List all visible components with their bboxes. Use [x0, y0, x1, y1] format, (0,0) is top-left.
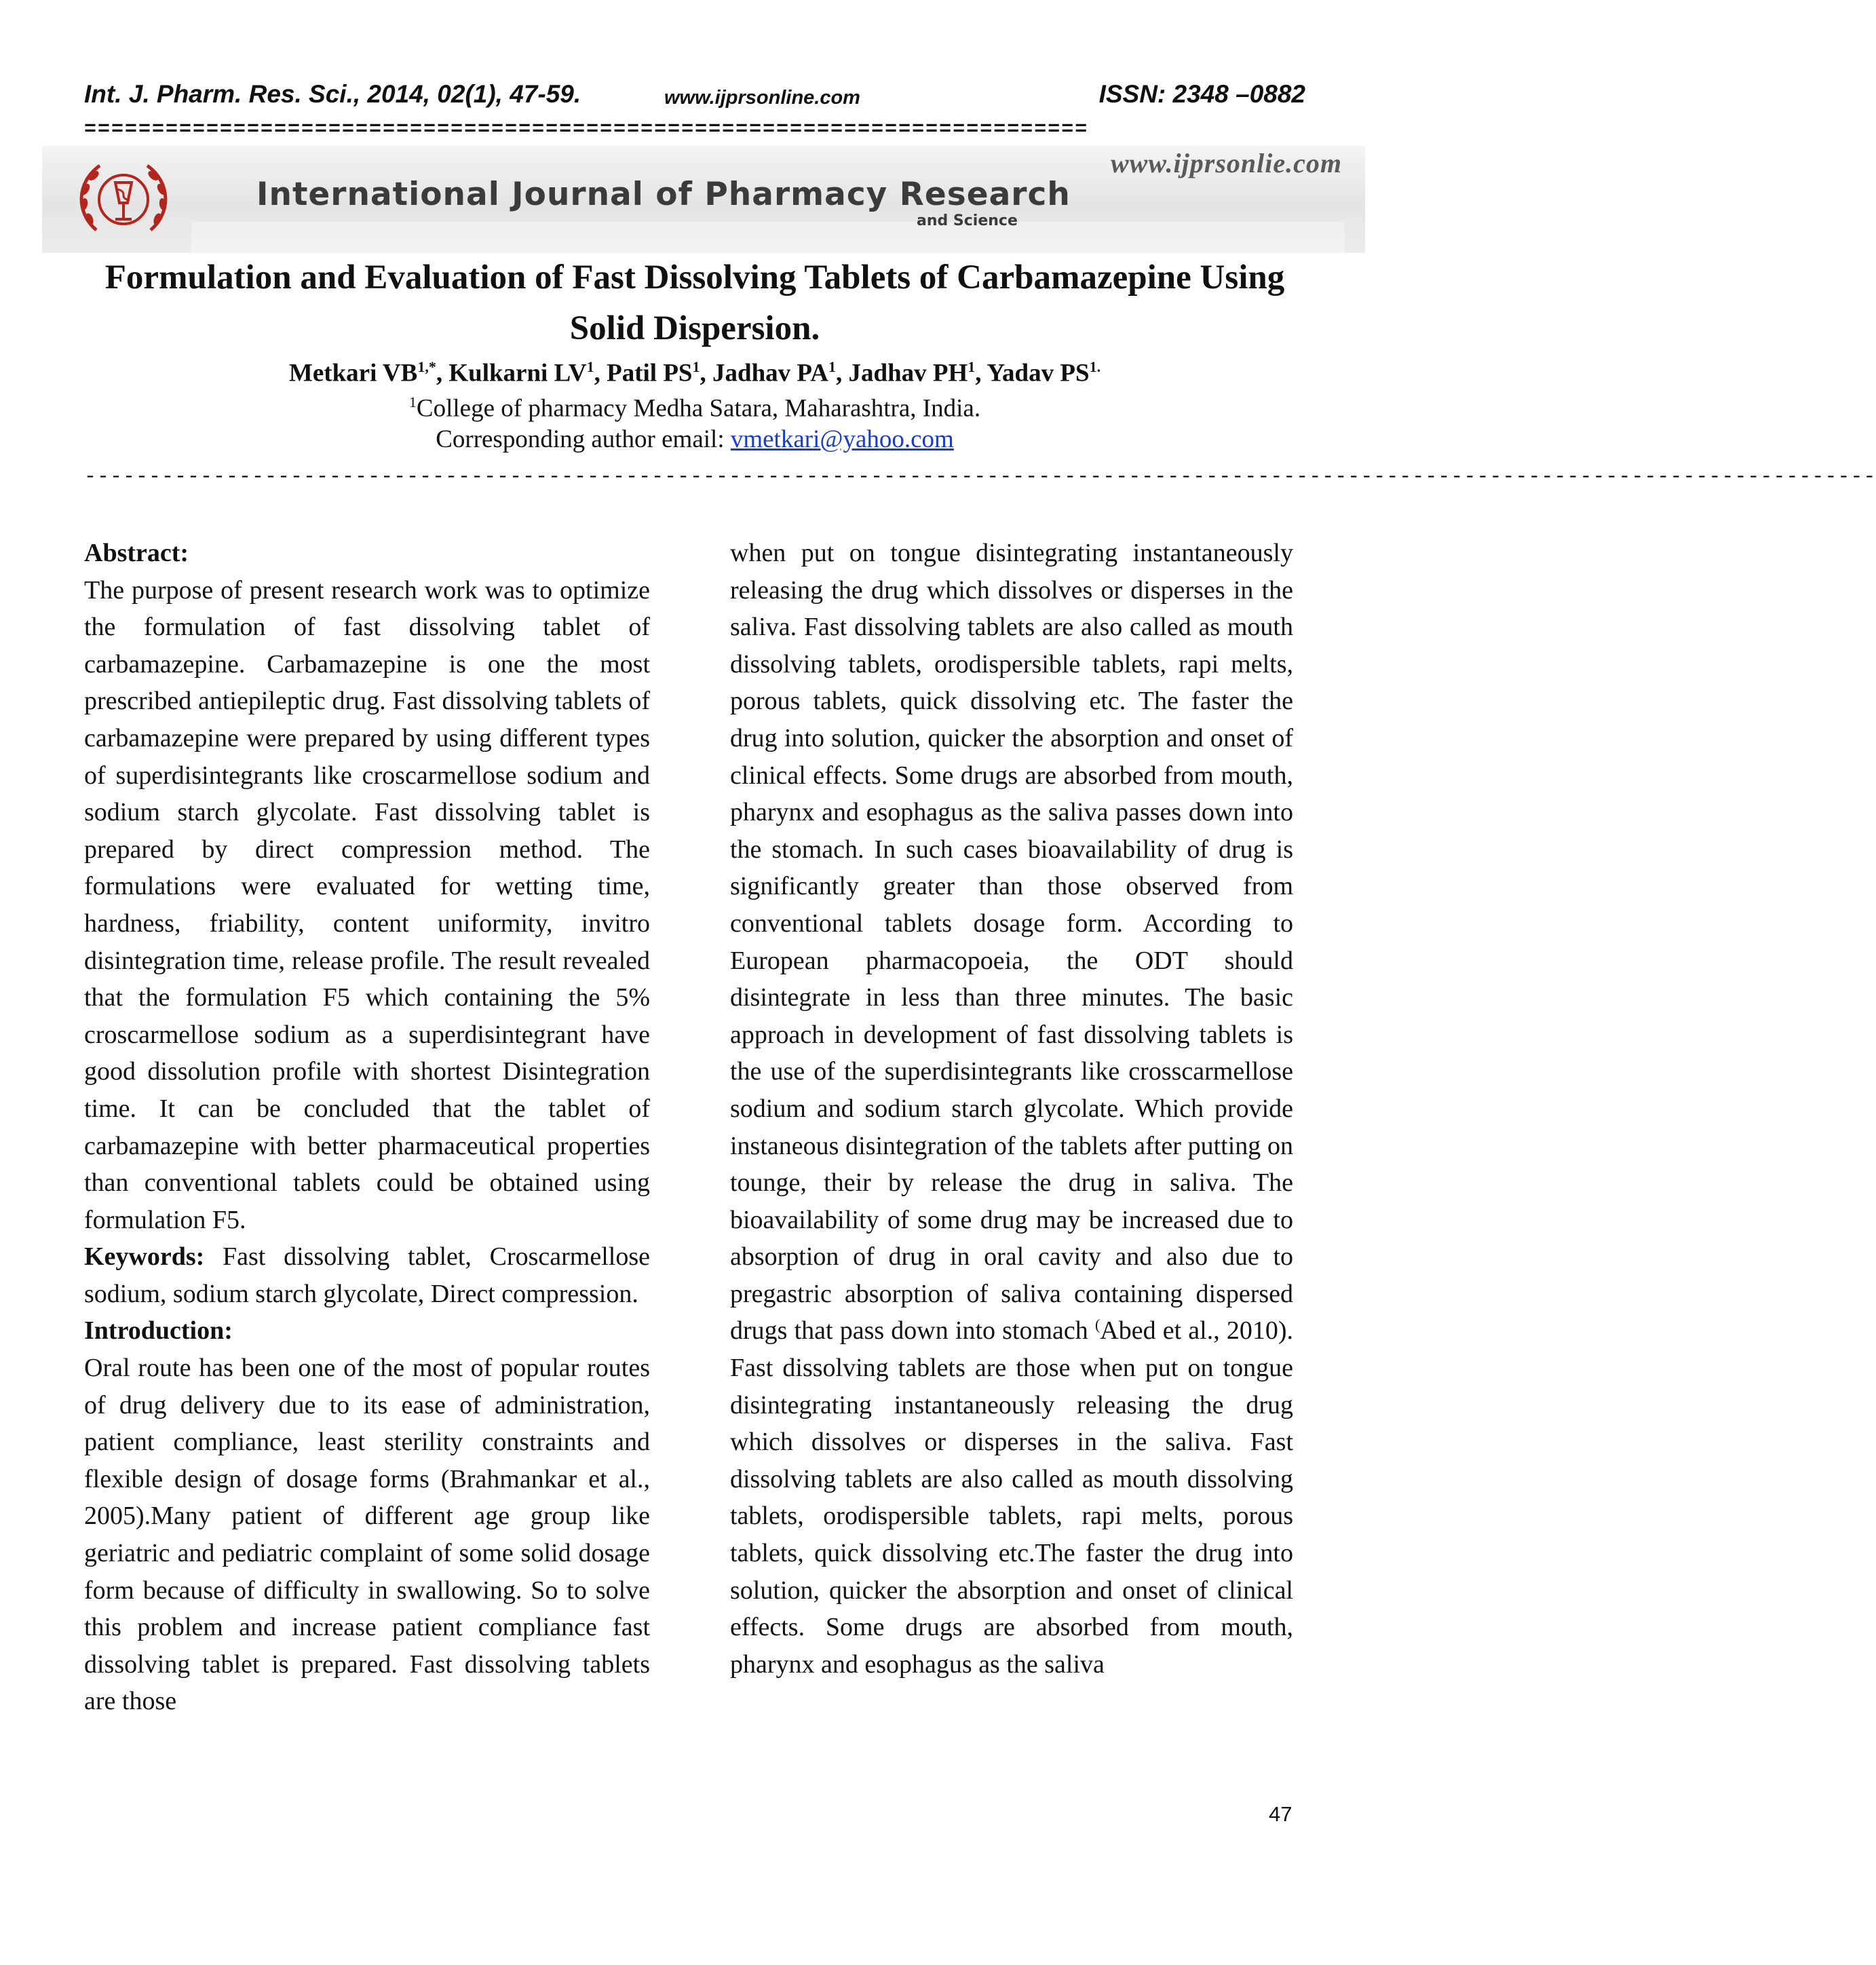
email-link[interactable]: vmetkari@yahoo.com: [730, 425, 954, 453]
abstract-heading: Abstract:: [84, 539, 189, 567]
paper-title: Formulation and Evaluation of Fast Dissolving Tablets of Carbamazepine Using Solid Dispersion.: [104, 259, 1285, 347]
abstract-text: The purpose of present research work was to optimize the formulation of fast dissolving tablet of carbamazepine. Carbamazepine is one the most prescribed antiepileptic drug. Fast dissolving tablets of carbamazepine were prepared by using different types of superdisintegrants like croscarmellose sodium and sodium starch glycolate. Fast dissolving tablet is prepared by direct compression method. The formulations were evaluated for wetting time, hardness, friability, content uniformity, invitro disintegration time, release profile. The result revealed that the formulation F5 which containing the 5% croscarmellose sodium as a superdisintegrant have good dissolution profile with shortest Disintegration time. It can be concluded that the tablet of carbamazepine with better pharmaceutical properties than conventional tablets could be obtained using formulation F5.: [84, 575, 650, 1234]
right-column: [730, 535, 1293, 1683]
banner-strip: [191, 222, 1345, 253]
header-rule: ==========================================================================: [84, 118, 1089, 141]
website: www.ijprsonline.com: [664, 87, 860, 109]
affiliation: $^1$College of pharmacy Medha Satara, Maharashtra, India.: [408, 394, 981, 423]
page-number: 47: [1269, 1802, 1293, 1826]
journal-logo-icon: [76, 155, 171, 244]
issn: ISSN: 2348 –0882: [1098, 80, 1305, 108]
author-list: Metkari $VB^{1,*}$, Kulkarni $LV^1$, Patil $PS^1$, Jadhav $PA^1$, Jadhav $PH^1$, Yadav $PS^{1.}$: [288, 358, 1101, 387]
banner-url: www.ijprsonlie.com: [1110, 148, 1342, 178]
journal-banner: [42, 146, 1365, 253]
left-column: [84, 535, 650, 1720]
introduction-text: Oral route has been one of the most of popular routes of drug delivery due to its ease of administration, patient compliance, least sterility constraints and flexible design of dosage forms (Brahmankar et al., 2005).Many patient of different age group like geriatric and pediatric complaint of some solid dosage form because of difficulty in swallowing. So to solve this problem and increase patient compliance fast dissolving tablet is prepared. Fast dissolving tablets are those: [84, 1354, 650, 1716]
corresponding-author: Corresponding author email: vmetkari@yahoo.com: [436, 425, 954, 453]
journal-header: [84, 80, 1305, 115]
author: Yadav PS: [987, 359, 1090, 387]
introduction-heading: Introduction:: [84, 1316, 233, 1346]
section-separator: -------------------------------------------------------------------------------------------------------------------------------------------: [84, 465, 1876, 489]
author: Jadhav PA: [712, 359, 828, 387]
keywords: Keywords: Fast dissolving tablet, Croscarmellose sodium, sodium starch glycolate, Direct compression.: [84, 1242, 650, 1308]
journal-name: International Journal of Pharmacy Research: [256, 176, 1071, 213]
author: Metkari VB: [288, 359, 418, 387]
citation: Int. J. Pharm. Res. Sci., 2014, 02(1), 47-59.: [84, 80, 581, 108]
author: Jadhav PH: [848, 359, 968, 387]
body-text: when put on tongue disintegrating instantaneously releasing the drug which dissolves or disperses in the saliva. Fast dissolving tablets are also called as mouth dissolving tablets, orodispersible tablets, rapi melts, porous tablets, quick dissolving etc. The faster the drug into solution, quicker the absorption and onset of clinical effects. Some drugs are absorbed from mouth, pharynx and esophagus as the saliva passes down into the stomach. In such cases bioavailability of drug is significantly greater than those observed from conventional tablets dosage form. According to European pharmacopoeia, the ODT should disintegrate in less than three minutes. The basic approach in development of fast dissolving tablets is the use of the superdisintegrants like crosscarmellose sodium and sodium starch glycolate. Which provide instaneous disintegration of the tablets after putting on tounge, their by release the drug in saliva. The bioavailability of some drug may be increased due to absorption of drug in oral cavity and also due to pregastric absorption of saliva containing dispersed drugs that pass down into stomach (Abed et al., 2010). Fast dissolving tablets are those when put on tongue disintegrating instantaneously releasing the drug which dissolves or disperses in the saliva. Fast dissolving tablets are also called as mouth dissolving tablets, orodispersible tablets, rapi melts, porous tablets, quick dissolving etc.The faster the drug into solution, quicker the absorption and onset of clinical effects. Some drugs are absorbed from mouth, pharynx and esophagus as the saliva: [730, 539, 1294, 1679]
journal-subtitle: and Science: [917, 212, 1018, 229]
author: Kulkarni LV: [448, 359, 587, 387]
author: Patil PS: [607, 359, 693, 387]
